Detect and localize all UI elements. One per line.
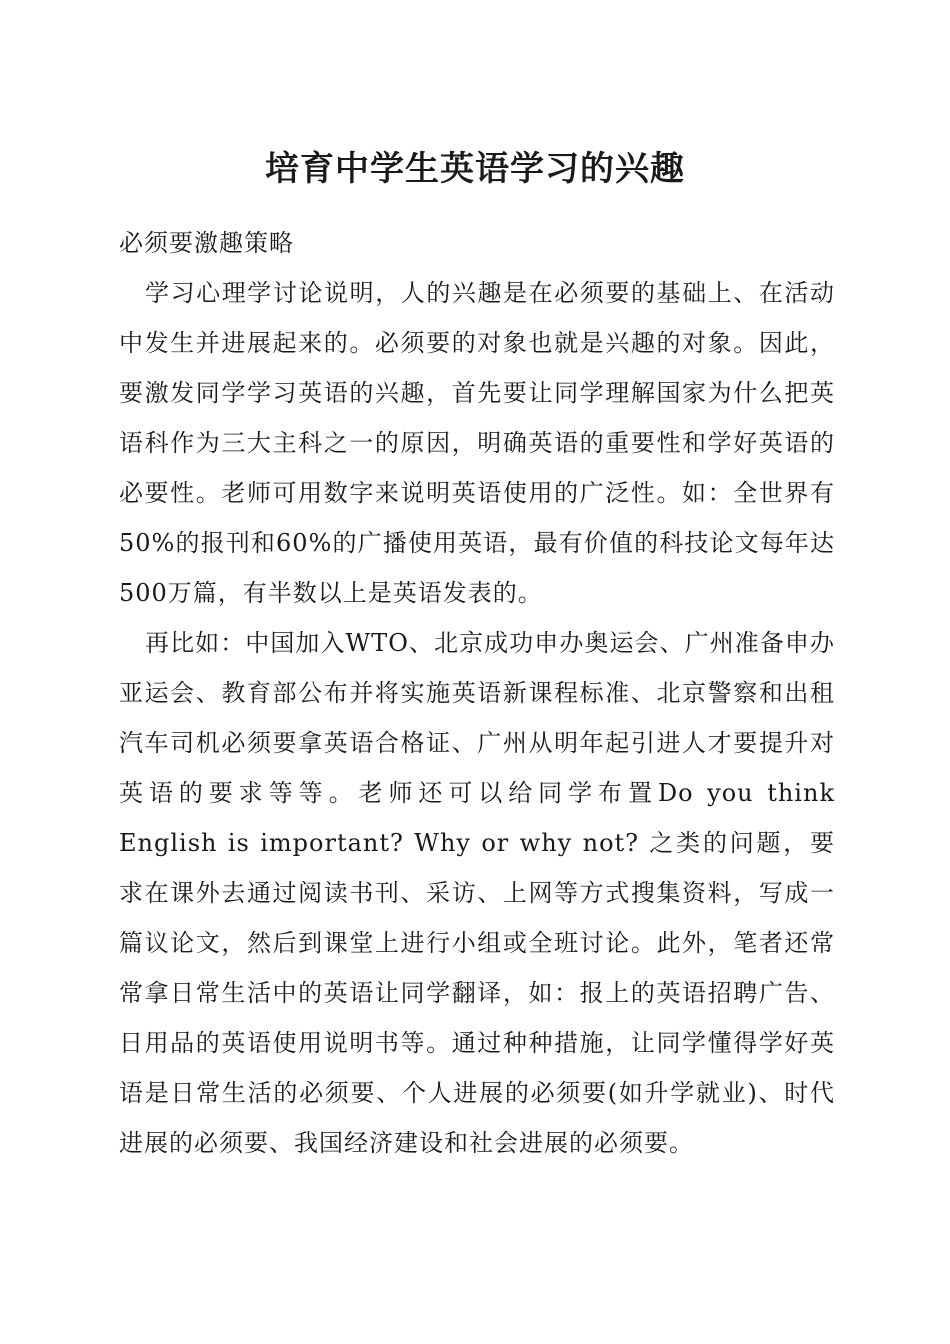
paragraph-1: 学习心理学讨论说明，人的兴趣是在必须要的基础上、在活动中发生并进展起来的。必须要的对象也就是兴趣的对象。因此，要激发同学学习英语的兴趣，首先要让同学理解国家为什么把英语科作为三大主科之一的原因，明确英语的重要性和学好英语的必要性。老师可用数字来说明英语使用的广泛性。如：全世界有50%的报刊和60%的广播使用英语，最有价值的科技论文每年达500万篇，有半数以上是英语发表的。 bbox=[119, 279, 835, 607]
paragraph-2: 再比如：中国加入WTO、北京成功申办奥运会、广州准备申办亚运会、教育部公布并将实施英语新课程标准、北京警察和出租汽车司机必须要拿英语合格证、广州从明年起引进人才要提升对英语的要求等等。老师还可以给同学布置Do you think English is important? Why or why not? 之类的问题，要求在课外去通过阅读书刊、采访、上网等方式搜集资料，写成一篇议论文，然后到课堂上进行小组或全班讨论。此外，笔者还常常拿日常生活中的英语让同学翻译，如：报上的英语招聘广告、日用品的英语使用说明书等。通过种种措施，让同学懂得学好英语是日常生活的必须要、个人进展的必须要(如升学就业)、时代进展的必须要、我国经济建设和社会进展的必须要。 bbox=[119, 629, 835, 1157]
document-body bbox=[119, 218, 835, 1168]
section-heading: 必须要激趣策略 bbox=[119, 229, 294, 257]
document-title: 培育中学生英语学习的兴趣 bbox=[265, 149, 685, 189]
